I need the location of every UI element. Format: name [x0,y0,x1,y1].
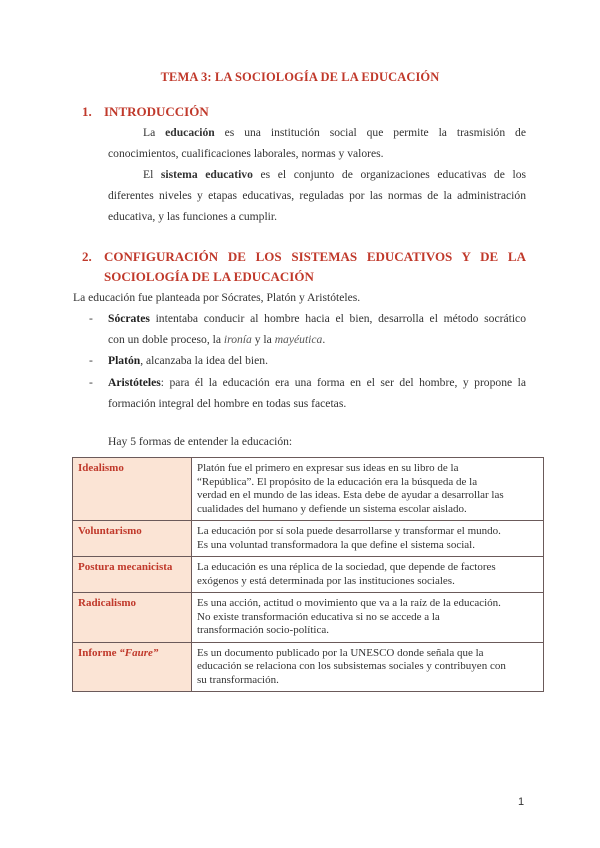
row-label: Radicalismo [73,593,192,643]
table-row [73,642,544,692]
table-row [73,458,544,521]
row-description: Platón fue el primero en expresar sus ideas en su libro de la “República”. El propósito de la educación era la búsqueda de la verdad en el mundo de las ideas. Esta debe de ayudar a desarrollar las cualidades del humano y defiende un sistema escolar aislado. [192,458,544,521]
row-label: Voluntarismo [73,521,192,557]
bullet-aristoteles: - Aristóteles: para él la educación era una forma en el ser del hombre, y propone la formación integral del hombre en todas sus facetas. [89,376,526,410]
table-row [73,593,544,643]
bullet-socrates: - Sócrates intentaba conducir al hombre hacia el bien, desarrolla el método socrático con un doble proceso, la ironía y la mayéutica. [89,312,526,346]
section-1-heading [82,104,209,120]
row-description: Es un documento publicado por la UNESCO donde señala que la educación se relaciona con los subsistemas sociales y contribuyen con su transformación. [192,642,544,692]
row-label: Postura mecanicista [73,557,192,593]
intro-paragraph-2: El sistema educativo es el conjunto de organizaciones educativas de los diferentes niveles y etapas educativas, reguladas por las normas de la administración educativa, y las funciones a cumplir. [108,168,527,223]
term-educacion: educación [165,126,215,139]
row-description: La educación por sí sola puede desarrollarse y transformar el mundo. Es una voluntad transformadora la que define el sistema social. [192,521,544,557]
row-label: Idealismo [73,458,192,521]
intro-paragraph-1: La educación es una institución social que permite la trasmisión de conocimientos, cualificaciones laborales, normas y valores. [108,126,526,160]
section-2-intro: La educación fue planteada por Sócrates, Platón y Aristóteles. [73,291,361,304]
table-row [73,557,544,593]
section-2-number: 2. [82,249,92,264]
education-forms-table [72,457,544,692]
table-row [73,521,544,557]
table-intro: Hay 5 formas de entender la educación: [108,435,293,448]
row-description: La educación es una réplica de la sociedad, que depende de factores exógenos y está determinada por las instituciones sociales. [192,557,544,593]
bullet-platon: - Platón, alcanzaba la idea del bien. [89,354,268,367]
section-2-heading: 2. CONFIGURACIÓN DE LOS SISTEMAS EDUCATIVOS Y DE LA SOCIOLOGÍA DE LA EDUCACIÓN [82,249,526,284]
document-title: TEMA 3: LA SOCIOLOGÍA DE LA EDUCACIÓN [160,70,440,84]
row-label: Informe “Faure” [73,642,192,692]
page-number: 1 [518,796,525,808]
section-1-number: 1. [82,104,92,119]
term-sistema-educativo: sistema educativo [160,168,253,181]
row-description: Es una acción, actitud o movimiento que va a la raíz de la educación. No existe transformación educativa si no se accede a la transformación socio-política. [192,593,544,643]
section-1-title: INTRODUCCIÓN [104,104,209,119]
